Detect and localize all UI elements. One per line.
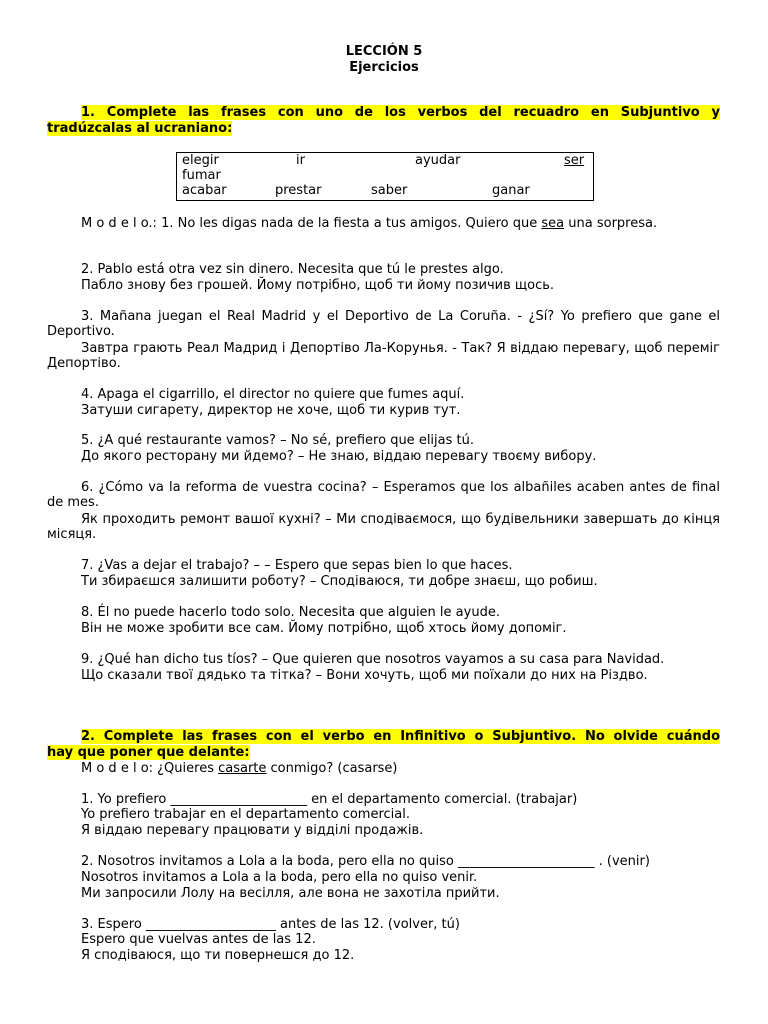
- exercise-sentence-uk: Ти збираєшся залишити роботу? – Сподіваюся, ти добре знаєш, що робиш.: [81, 574, 598, 589]
- exercise-sentence-es: 6. ¿Cómo va la reforma de vuestra cocina? – Esperamos que los albañiles acaben antes de final de mes.: [47, 480, 720, 510]
- verb: prestar: [275, 183, 322, 198]
- fill-in-translation: Я сподіваюся, що ти повернешся до 12.: [81, 948, 355, 963]
- exercise-sentence-es: 7. ¿Vas a dejar el trabajo? – – Espero que sepas bien lo que haces.: [81, 558, 513, 573]
- section1-heading-line1: 1. Complete las frases con uno de los verbos del recuadro en Subjuntivo y: [81, 105, 720, 120]
- verb: ganar: [492, 183, 530, 198]
- verb: ir: [296, 153, 305, 168]
- lesson-title: LECCIÓN 5: [345, 44, 423, 59]
- exercise-sentence-uk: Затуши сигарету, директор не хоче, щоб ти курив тут.: [81, 403, 461, 418]
- exercise-sentence-es: 2. Pablo está otra vez sin dinero. Necesita que tú le prestes algo.: [81, 262, 504, 277]
- fill-in-translation: Я віддаю перевагу працювати у відділі продажів.: [81, 823, 424, 838]
- section2-model: M o d e l o: ¿Quieres casarte conmigo? (casarse): [81, 761, 398, 776]
- exercise-sentence-uk: Що сказали твої дядько та тітка? – Вони хочуть, щоб ми поїхали до них на Різдво.: [81, 668, 648, 683]
- exercise-sentence-uk: Завтра грають Реал Мадрид і Депортіво Ла-Корунья. - Так? Я віддаю перевагу, щоб переміг Депортіво.: [47, 341, 720, 371]
- exercise-sentence-uk: Він не може зробити все сам. Йому потрібно, щоб хтось йому допоміг.: [81, 621, 567, 636]
- fill-in-answer: Espero que vuelvas antes de las 12.: [81, 932, 316, 947]
- verb: acabar: [182, 183, 227, 198]
- verb: ser: [564, 153, 585, 168]
- model-verb: sea: [541, 216, 565, 231]
- fill-in-answer: Nosotros invitamos a Lola a la boda, pero ella no quiso venir.: [81, 870, 478, 885]
- model-verb: casarte: [218, 761, 267, 776]
- page-subtitle: Ejercicios: [349, 60, 419, 75]
- verb: fumar: [182, 168, 221, 183]
- exercise-sentence-es: 9. ¿Qué han dicho tus tíos? – Que quieren que nosotros vayamos a su casa para Navidad.: [81, 652, 665, 667]
- verb: elegir: [182, 153, 219, 168]
- exercise-sentence-es: 4. Apaga el cigarrillo, el director no quiere que fumes aquí.: [81, 387, 465, 402]
- fill-in-translation: Ми запросили Лолу на весілля, але вона не захотіла прийти.: [81, 886, 500, 901]
- fill-in-answer: Yo prefiero trabajar en el departamento comercial.: [81, 807, 410, 822]
- verb: saber: [371, 183, 408, 198]
- exercise-sentence-es: 3. Mañana juegan el Real Madrid y el Deportivo de La Coruña. - ¿Sí? Yo prefiero que gane el Deportivo.: [47, 309, 720, 339]
- fill-in-prompt: 2. Nosotros invitamos a Lola a la boda, pero ella no quiso _____________________ . (venir): [81, 854, 650, 869]
- section1-heading-line2: tradúzcalas al ucraniano:: [47, 121, 233, 136]
- fill-in-prompt: 1. Yo prefiero _____________________ en el departamento comercial. (trabajar): [81, 792, 578, 807]
- exercise-sentence-es: 8. Él no puede hacerlo todo solo. Necesita que alguien le ayude.: [81, 605, 500, 620]
- exercise-sentence-uk: До якого ресторану ми йдемо? – Не знаю, віддаю перевагу твоєму вибору.: [81, 449, 597, 464]
- verb-box: [176, 152, 594, 201]
- section2-heading-line1: 2. Complete las frases con el verbo en Infinitivo o Subjuntivo. No olvide cuándo: [81, 729, 720, 744]
- fill-in-prompt: 3. Espero ____________________ antes de las 12. (volver, tú): [81, 917, 460, 932]
- exercise-sentence-uk: Пабло знову без грошей. Йому потрібно, щоб ти йому позичив щось.: [81, 278, 555, 293]
- verb: ayudar: [415, 153, 461, 168]
- section2-heading-line2: hay que poner que delante:: [47, 745, 250, 760]
- exercise-sentence-es: 5. ¿A qué restaurante vamos? – No sé, prefiero que elijas tú.: [81, 433, 474, 448]
- exercise-sentence-uk: Як проходить ремонт вашої кухні? – Ми сподіваємося, що будівельники завершать до кінця місяця.: [47, 512, 720, 542]
- section1-model: M o d e l o.: 1. No les digas nada de la fiesta a tus amigos. Quiero que sea una sorpresa.: [81, 216, 658, 231]
